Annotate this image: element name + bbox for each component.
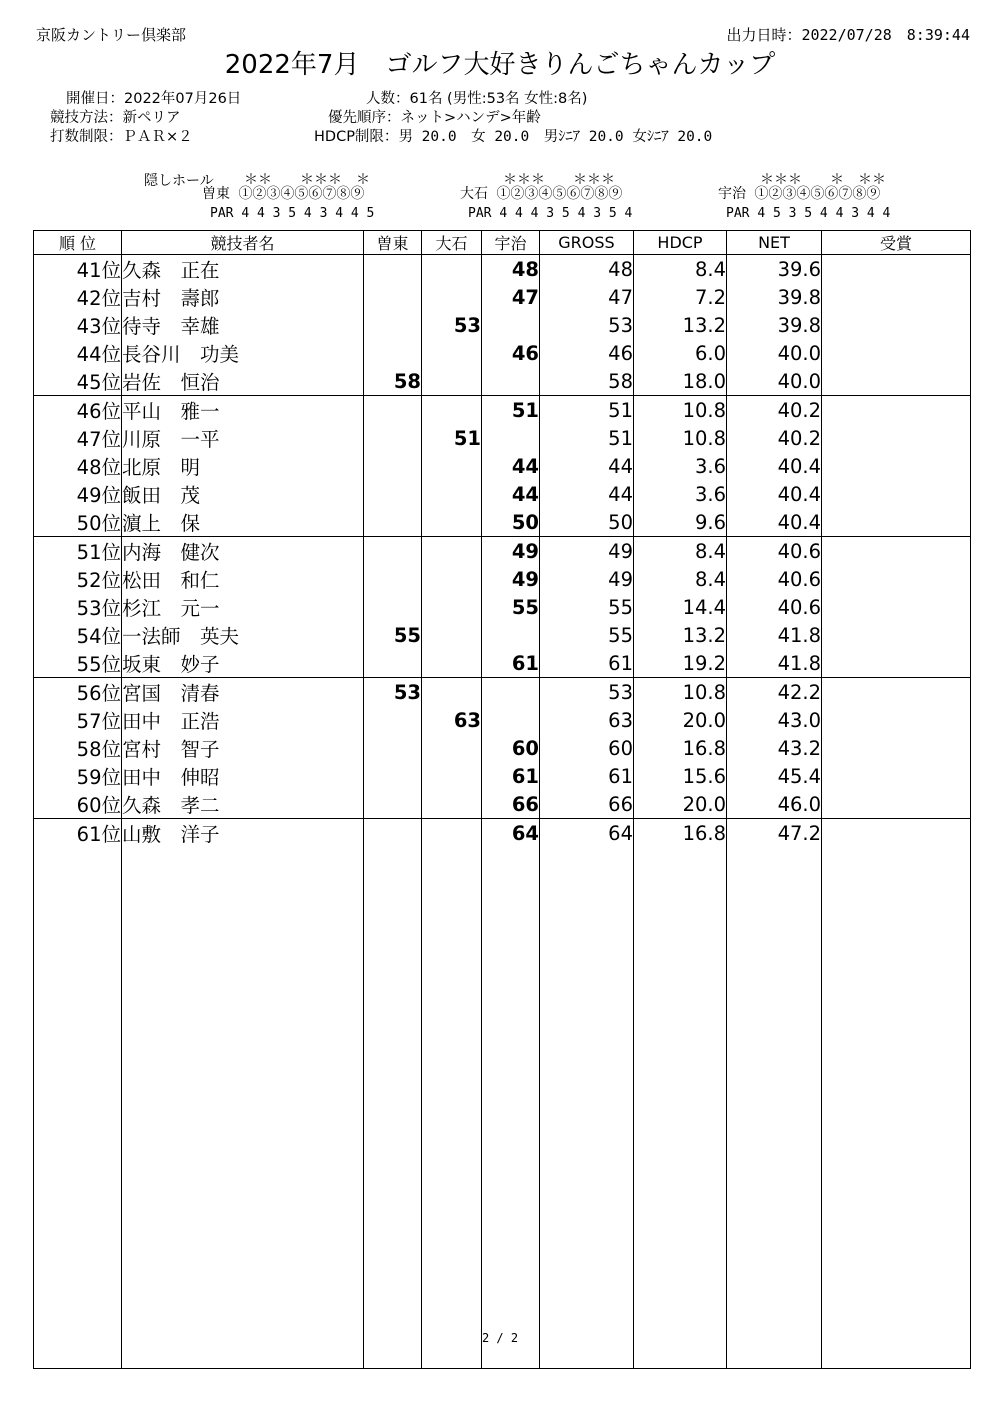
cell-award xyxy=(822,734,971,762)
cell-oishi xyxy=(422,339,482,367)
table-filler-row xyxy=(34,847,971,1368)
par-values-uji: 4 5 3 5 4 4 3 4 4 xyxy=(757,206,891,221)
cell-sotou xyxy=(364,396,422,425)
cell-net: 45.4 xyxy=(727,762,822,790)
cell-net: 42.2 xyxy=(727,678,822,707)
cell-gross: 46 xyxy=(540,339,634,367)
cell-net: 40.4 xyxy=(727,480,822,508)
cell-sotou xyxy=(364,283,422,311)
cell-net: 39.6 xyxy=(727,255,822,284)
cell-uji: 47 xyxy=(482,283,540,311)
course-name-sotou: 曽東 xyxy=(202,186,230,202)
hidden-course-sotou xyxy=(202,186,364,203)
cell-award xyxy=(822,565,971,593)
cell-gross: 53 xyxy=(540,311,634,339)
cell-gross: 55 xyxy=(540,593,634,621)
cell-uji: 64 xyxy=(482,819,540,848)
table-row xyxy=(34,649,971,678)
cell-award xyxy=(822,593,971,621)
cell-hdcp: 13.2 xyxy=(634,311,727,339)
cell-award xyxy=(822,452,971,480)
cell-sotou xyxy=(364,762,422,790)
cell-uji: 44 xyxy=(482,480,540,508)
info-date xyxy=(66,87,241,108)
cell-award xyxy=(822,396,971,425)
cell-gross: 49 xyxy=(540,565,634,593)
cell-uji xyxy=(482,367,540,396)
info-date-value: 2022年07月26日 xyxy=(124,91,242,107)
col-header-uji: 宇治 xyxy=(482,231,540,255)
cell-rank: 53位 xyxy=(34,593,122,621)
results-body xyxy=(34,255,971,1369)
cell-uji: 44 xyxy=(482,452,540,480)
col-header-net: NET xyxy=(727,231,822,255)
cell-oishi xyxy=(422,255,482,284)
cell-sotou xyxy=(364,480,422,508)
cell-uji: 51 xyxy=(482,396,540,425)
printed-label: 出力日時： xyxy=(726,26,802,44)
cell-rank: 48位 xyxy=(34,452,122,480)
par-row-uji xyxy=(726,205,890,222)
col-header-oishi: 大石 xyxy=(422,231,482,255)
cell-oishi: 53 xyxy=(422,311,482,339)
cell-oishi xyxy=(422,367,482,396)
cell-uji: 50 xyxy=(482,508,540,537)
cell-sotou xyxy=(364,537,422,566)
cell-oishi xyxy=(422,678,482,707)
cell-net: 43.2 xyxy=(727,734,822,762)
cell-hdcp: 13.2 xyxy=(634,621,727,649)
cell-rank: 41位 xyxy=(34,255,122,284)
info-limit xyxy=(50,125,193,146)
cell-award xyxy=(822,424,971,452)
cell-award xyxy=(822,678,971,707)
cell-rank: 59位 xyxy=(34,762,122,790)
cell-oishi xyxy=(422,649,482,678)
hole-circles-uji: ①②③④⑤⑥⑦⑧⑨ xyxy=(754,186,881,202)
cell-gross: 58 xyxy=(540,367,634,396)
col-header-sotou: 曽東 xyxy=(364,231,422,255)
cell-hdcp: 8.4 xyxy=(634,537,727,566)
table-row xyxy=(34,762,971,790)
cell-oishi: 51 xyxy=(422,424,482,452)
cell-sotou xyxy=(364,452,422,480)
cell-gross: 51 xyxy=(540,396,634,425)
table-row xyxy=(34,819,971,848)
course-name-uji: 宇治 xyxy=(718,186,746,202)
par-values-oishi: 4 4 4 3 5 4 3 5 4 xyxy=(499,206,633,221)
table-row xyxy=(34,537,971,566)
cell-oishi xyxy=(422,734,482,762)
cell-sotou xyxy=(364,593,422,621)
cell-net: 40.0 xyxy=(727,339,822,367)
cell-rank: 61位 xyxy=(34,819,122,848)
club-name: 京阪カントリー倶楽部 xyxy=(36,26,187,44)
table-row xyxy=(34,255,971,284)
cell-sotou xyxy=(364,706,422,734)
cell-oishi xyxy=(422,283,482,311)
cell-uji: 46 xyxy=(482,339,540,367)
cell-gross: 48 xyxy=(540,255,634,284)
cell-gross: 63 xyxy=(540,706,634,734)
cell-net: 40.0 xyxy=(727,367,822,396)
cell-sotou xyxy=(364,311,422,339)
cell-rank: 60位 xyxy=(34,790,122,819)
cell-oishi xyxy=(422,480,482,508)
cell-sotou: 55 xyxy=(364,621,422,649)
cell-award xyxy=(822,790,971,819)
cell-hdcp: 10.8 xyxy=(634,396,727,425)
cell-hdcp: 3.6 xyxy=(634,452,727,480)
cell-net: 47.2 xyxy=(727,819,822,848)
cell-gross: 47 xyxy=(540,283,634,311)
cell-hdcp: 8.4 xyxy=(634,255,727,284)
table-row xyxy=(34,565,971,593)
cell-uji: 61 xyxy=(482,649,540,678)
col-header-rank: 順 位 xyxy=(34,231,122,255)
info-priority-value: ネット>ハンデ>年齢 xyxy=(400,110,541,126)
cell-name: 川原 一平 xyxy=(122,424,364,452)
cell-rank: 42位 xyxy=(34,283,122,311)
cell-award xyxy=(822,311,971,339)
cell-uji: 55 xyxy=(482,593,540,621)
cell-oishi xyxy=(422,565,482,593)
printed-value: 2022/07/28 8:39:44 xyxy=(801,26,970,44)
cell-net: 39.8 xyxy=(727,283,822,311)
cell-sotou xyxy=(364,255,422,284)
cell-uji xyxy=(482,621,540,649)
cell-gross: 61 xyxy=(540,762,634,790)
cell-rank: 56位 xyxy=(34,678,122,707)
table-row xyxy=(34,734,971,762)
table-row xyxy=(34,367,971,396)
cell-oishi xyxy=(422,790,482,819)
page-title: 2022年7月 ゴルフ大好きりんごちゃんカップ xyxy=(224,50,776,80)
hidden-course-uji xyxy=(718,186,880,203)
cell-net: 43.0 xyxy=(727,706,822,734)
cell-name: 久森 孝二 xyxy=(122,790,364,819)
cell-net: 40.2 xyxy=(727,396,822,425)
cell-sotou xyxy=(364,649,422,678)
cell-oishi xyxy=(422,396,482,425)
cell-net: 40.4 xyxy=(727,508,822,537)
table-row xyxy=(34,790,971,819)
cell-award xyxy=(822,762,971,790)
cell-award xyxy=(822,537,971,566)
info-date-label: 開催日： xyxy=(66,91,124,107)
cell-name: 山敷 洋子 xyxy=(122,819,364,848)
hidden-course-oishi xyxy=(460,186,622,203)
cell-hdcp: 14.4 xyxy=(634,593,727,621)
cell-sotou: 53 xyxy=(364,678,422,707)
cell-sotou xyxy=(364,424,422,452)
info-priority xyxy=(328,106,541,127)
cell-rank: 55位 xyxy=(34,649,122,678)
cell-rank: 45位 xyxy=(34,367,122,396)
cell-hdcp: 3.6 xyxy=(634,480,727,508)
cell-sotou: 58 xyxy=(364,367,422,396)
cell-name: 久森 正在 xyxy=(122,255,364,284)
table-row xyxy=(34,311,971,339)
col-header-gross: GROSS xyxy=(540,231,634,255)
cell-hdcp: 10.8 xyxy=(634,678,727,707)
info-method-value: 新ペリア xyxy=(122,110,181,126)
cell-rank: 58位 xyxy=(34,734,122,762)
cell-name: 松田 和仁 xyxy=(122,565,364,593)
cell-name: 北原 明 xyxy=(122,452,364,480)
cell-net: 41.8 xyxy=(727,621,822,649)
cell-oishi xyxy=(422,621,482,649)
cell-hdcp: 16.8 xyxy=(634,819,727,848)
cell-uji xyxy=(482,706,540,734)
cell-sotou xyxy=(364,734,422,762)
cell-award xyxy=(822,706,971,734)
table-row xyxy=(34,283,971,311)
cell-net: 40.6 xyxy=(727,593,822,621)
cell-oishi: 63 xyxy=(422,706,482,734)
cell-gross: 50 xyxy=(540,508,634,537)
hidden-stars-uji: ＊＊＊ ＊ ＊＊ xyxy=(760,172,886,188)
cell-oishi xyxy=(422,537,482,566)
cell-gross: 44 xyxy=(540,480,634,508)
table-row xyxy=(34,706,971,734)
cell-name: 宮国 清春 xyxy=(122,678,364,707)
table-row xyxy=(34,339,971,367)
cell-gross: 49 xyxy=(540,537,634,566)
cell-hdcp: 10.8 xyxy=(634,424,727,452)
cell-hdcp: 16.8 xyxy=(634,734,727,762)
cell-oishi xyxy=(422,593,482,621)
cell-hdcp: 9.6 xyxy=(634,508,727,537)
info-hdcp-value: 男 20.0 女 20.0 男ｼﾆｱ 20.0 女ｼﾆｱ 20.0 xyxy=(398,129,713,145)
cell-uji: 66 xyxy=(482,790,540,819)
cell-rank: 52位 xyxy=(34,565,122,593)
cell-award xyxy=(822,480,971,508)
cell-name: 吉村 壽郎 xyxy=(122,283,364,311)
cell-name: 一法師 英夫 xyxy=(122,621,364,649)
col-header-award: 受賞 xyxy=(822,231,971,255)
info-count xyxy=(366,87,587,108)
table-row xyxy=(34,424,971,452)
cell-award xyxy=(822,339,971,367)
table-row xyxy=(34,452,971,480)
hole-circles-sotou: ①②③④⑤⑥⑦⑧⑨ xyxy=(238,186,365,202)
info-hdcp xyxy=(314,125,712,146)
cell-hdcp: 8.4 xyxy=(634,565,727,593)
cell-gross: 64 xyxy=(540,819,634,848)
col-header-hdcp: HDCP xyxy=(634,231,727,255)
cell-net: 41.8 xyxy=(727,649,822,678)
cell-award xyxy=(822,367,971,396)
cell-rank: 49位 xyxy=(34,480,122,508)
cell-sotou xyxy=(364,339,422,367)
cell-net: 40.4 xyxy=(727,452,822,480)
cell-net: 40.2 xyxy=(727,424,822,452)
cell-uji: 49 xyxy=(482,537,540,566)
page-number: 2 / 2 xyxy=(481,1331,519,1345)
cell-net: 40.6 xyxy=(727,537,822,566)
cell-sotou xyxy=(364,565,422,593)
cell-gross: 51 xyxy=(540,424,634,452)
cell-name: 田中 正浩 xyxy=(122,706,364,734)
cell-gross: 53 xyxy=(540,678,634,707)
cell-sotou xyxy=(364,819,422,848)
cell-name: 濵上 保 xyxy=(122,508,364,537)
cell-award xyxy=(822,649,971,678)
cell-net: 40.6 xyxy=(727,565,822,593)
cell-award xyxy=(822,255,971,284)
cell-rank: 57位 xyxy=(34,706,122,734)
cell-gross: 60 xyxy=(540,734,634,762)
table-row xyxy=(34,508,971,537)
cell-gross: 44 xyxy=(540,452,634,480)
cell-award xyxy=(822,819,971,848)
hidden-stars-sotou: ＊＊ ＊＊＊ ＊ xyxy=(244,172,370,188)
par-label-oishi: PAR xyxy=(468,206,492,221)
cell-name: 長谷川 功美 xyxy=(122,339,364,367)
cell-award xyxy=(822,621,971,649)
cell-name: 岩佐 恒治 xyxy=(122,367,364,396)
cell-oishi xyxy=(422,762,482,790)
cell-gross: 66 xyxy=(540,790,634,819)
cell-uji xyxy=(482,311,540,339)
info-hdcp-label: HDCP制限： xyxy=(314,129,399,145)
info-priority-label: 優先順序： xyxy=(328,110,401,126)
hole-circles-oishi: ①②③④⑤⑥⑦⑧⑨ xyxy=(496,186,623,202)
table-row xyxy=(34,480,971,508)
cell-name: 飯田 茂 xyxy=(122,480,364,508)
info-count-label: 人数： xyxy=(366,91,410,107)
par-row-oishi xyxy=(468,205,632,222)
cell-oishi xyxy=(422,819,482,848)
par-label-uji: PAR xyxy=(726,206,750,221)
cell-uji xyxy=(482,424,540,452)
cell-gross: 55 xyxy=(540,621,634,649)
cell-uji: 48 xyxy=(482,255,540,284)
cell-sotou xyxy=(364,790,422,819)
hidden-stars-oishi: ＊＊＊ ＊＊＊ xyxy=(503,172,615,188)
cell-hdcp: 19.2 xyxy=(634,649,727,678)
table-row xyxy=(34,678,971,707)
col-header-name: 競技者名 xyxy=(122,231,364,255)
cell-award xyxy=(822,283,971,311)
par-values-sotou: 4 4 3 5 4 3 4 4 5 xyxy=(241,206,375,221)
cell-name: 坂東 妙子 xyxy=(122,649,364,678)
cell-rank: 46位 xyxy=(34,396,122,425)
cell-name: 杉江 元一 xyxy=(122,593,364,621)
cell-rank: 44位 xyxy=(34,339,122,367)
cell-net: 46.0 xyxy=(727,790,822,819)
cell-net: 39.8 xyxy=(727,311,822,339)
info-method-label: 競技方法： xyxy=(50,110,123,126)
info-method xyxy=(50,106,181,127)
cell-hdcp: 7.2 xyxy=(634,283,727,311)
cell-gross: 61 xyxy=(540,649,634,678)
hidden-holes-label: 隠しホール xyxy=(144,173,214,189)
table-row xyxy=(34,396,971,425)
cell-uji xyxy=(482,678,540,707)
cell-rank: 54位 xyxy=(34,621,122,649)
printed-datetime xyxy=(726,24,970,45)
cell-hdcp: 20.0 xyxy=(634,706,727,734)
cell-rank: 43位 xyxy=(34,311,122,339)
table-row xyxy=(34,621,971,649)
cell-uji: 49 xyxy=(482,565,540,593)
cell-name: 内海 健次 xyxy=(122,537,364,566)
cell-oishi xyxy=(422,508,482,537)
par-label-sotou: PAR xyxy=(210,206,234,221)
cell-name: 田中 伸昭 xyxy=(122,762,364,790)
info-count-value: 61名 (男性:53名 女性:8名) xyxy=(409,91,588,107)
cell-award xyxy=(822,508,971,537)
cell-uji: 60 xyxy=(482,734,540,762)
cell-hdcp: 18.0 xyxy=(634,367,727,396)
cell-rank: 51位 xyxy=(34,537,122,566)
cell-uji: 61 xyxy=(482,762,540,790)
results-table xyxy=(33,230,971,1369)
cell-oishi xyxy=(422,452,482,480)
cell-rank: 47位 xyxy=(34,424,122,452)
cell-name: 平山 雅一 xyxy=(122,396,364,425)
info-limit-value: ＰＡＲ×２ xyxy=(122,129,193,145)
cell-hdcp: 6.0 xyxy=(634,339,727,367)
cell-hdcp: 15.6 xyxy=(634,762,727,790)
info-limit-label: 打数制限： xyxy=(50,129,123,145)
course-name-oishi: 大石 xyxy=(460,186,488,202)
table-header-row xyxy=(34,231,971,255)
table-row xyxy=(34,593,971,621)
cell-rank: 50位 xyxy=(34,508,122,537)
cell-name: 宮村 智子 xyxy=(122,734,364,762)
cell-hdcp: 20.0 xyxy=(634,790,727,819)
par-row-sotou xyxy=(210,205,374,222)
cell-sotou xyxy=(364,508,422,537)
cell-name: 待寺 幸雄 xyxy=(122,311,364,339)
